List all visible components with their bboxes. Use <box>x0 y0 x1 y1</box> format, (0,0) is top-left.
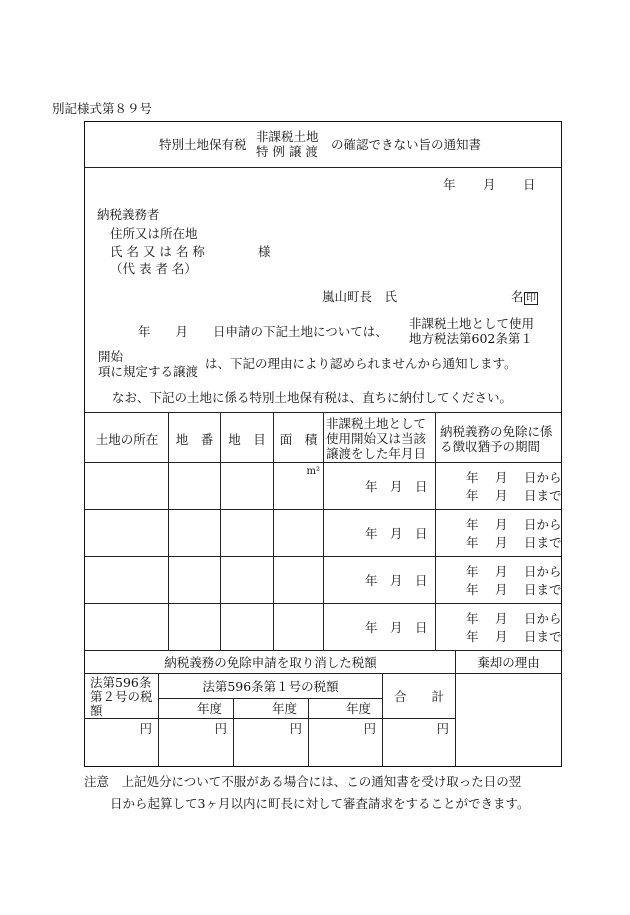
header-land-category: 地 目 <box>228 432 266 447</box>
table2-group-border <box>158 698 382 699</box>
table1-bottom-border <box>85 650 561 651</box>
title-option-exempt-land: 非課税土地 <box>256 129 319 144</box>
notice-option-exempt-use: 非課税土地として使用 <box>409 316 535 331</box>
table1-col-divider <box>435 412 436 650</box>
row2-period-from: 年 月 日から <box>466 517 562 532</box>
header-law596-1: 法第596条第１号の税額 <box>202 679 339 694</box>
header-date-line1: 非課税土地として <box>326 416 427 431</box>
table1-col-divider <box>323 412 324 650</box>
issuer-title: 嵐山町長 氏 <box>322 289 398 304</box>
notice-line1-date: 年 月 日申請の下記土地については、 <box>138 324 388 339</box>
row2-period-until: 年 月 日まで <box>466 535 562 550</box>
notice-option-transfer: 項に規定する譲渡 <box>98 364 199 379</box>
fiscal-year-label: 年度 <box>272 701 298 716</box>
row4-period-until: 年 月 日まで <box>466 629 562 644</box>
address-label: 住所又は所在地 <box>110 226 198 241</box>
date-day: 日 <box>523 177 536 192</box>
notice-line2: は、下記の理由により認められませんから通知します。 <box>205 356 517 371</box>
honorific-sama: 様 <box>258 244 271 259</box>
row3-period-from: 年 月 日から <box>466 564 562 579</box>
fiscal-year-label: 年度 <box>346 701 372 716</box>
header-land-location: 土地の所在 <box>95 432 159 447</box>
col-law596-2-line2: 第２号の税 <box>90 689 153 704</box>
row3-date: 年 月 日 <box>365 573 428 588</box>
row1-period-from: 年 月 日から <box>466 470 562 485</box>
title-divider <box>85 167 561 168</box>
header-period-line1: 納税義務の免除に係 <box>440 424 553 439</box>
row2-date: 年 月 日 <box>365 526 428 541</box>
representative-label: （代 表 者 名） <box>110 261 197 276</box>
row3-period-until: 年 月 日まで <box>466 582 562 597</box>
issuer-name-suffix: 名 <box>511 289 524 304</box>
table1-col-divider <box>273 412 274 650</box>
yen-unit: 円 <box>436 721 449 736</box>
area-unit: m² <box>306 466 320 477</box>
name-label: 氏 名 又 は 名 称 <box>110 244 205 259</box>
table2-col-divider <box>382 673 383 766</box>
table1-col-divider <box>168 412 169 650</box>
col-law596-2-line1: 法第596条 <box>90 675 152 690</box>
yen-unit: 円 <box>214 721 227 736</box>
row4-period-from: 年 月 日から <box>466 611 562 626</box>
date-year: 年 <box>443 177 456 192</box>
header-area: 面 積 <box>279 432 318 447</box>
header-total: 合 計 <box>393 689 444 704</box>
fiscal-year-label: 年度 <box>197 701 223 716</box>
notice-option-start: 開始 <box>98 349 124 364</box>
header-period-line2: る徴収猶予の期間 <box>440 439 541 454</box>
header-cancelled-tax: 納税義務の免除申請を取り消した税額 <box>164 655 377 670</box>
header-rejection-reason: 棄却の理由 <box>477 655 540 670</box>
table1-col-divider <box>220 412 221 650</box>
seal-mark <box>524 290 538 305</box>
header-lot-number: 地 番 <box>175 432 214 447</box>
seal-box: 印 <box>526 293 536 304</box>
row1-date: 年 月 日 <box>365 479 428 494</box>
header-date-line3: 譲渡をした年月日 <box>326 446 427 461</box>
row1-period-until: 年 月 日まで <box>466 488 562 503</box>
appeal-notice-line1: 注意 上記処分について不服がある場合には、この通知書を受け取った日の翌 <box>84 774 522 789</box>
title-prefix: 特別土地保有税 <box>159 137 247 152</box>
table2-yen-border <box>85 718 455 719</box>
notice-option-law-602: 地方税法第602条第１ <box>409 331 533 346</box>
yen-unit: 円 <box>363 721 376 736</box>
yen-unit: 円 <box>139 721 152 736</box>
notice-line3: なお、下記の土地に係る特別土地保有税は、直ちに納付してください。 <box>112 390 513 405</box>
appeal-notice-line2: 日から起算して3ヶ月以内に町長に対して審査請求をすることができます。 <box>110 796 530 811</box>
date-month: 月 <box>483 177 496 192</box>
col-law596-2-line3: 額 <box>90 703 103 718</box>
header-date-line2: 使用開始又は当該 <box>326 431 427 446</box>
title-suffix: の確認できない旨の通知書 <box>331 137 482 152</box>
title-option-special-transfer: 特 例 譲 渡 <box>256 144 318 159</box>
form-number: 別記様式第８９号 <box>52 101 153 116</box>
taxpayer-heading: 納税義務者 <box>97 207 160 222</box>
row4-date: 年 月 日 <box>365 620 428 635</box>
yen-unit: 円 <box>289 721 302 736</box>
table2-header-border <box>85 673 561 674</box>
